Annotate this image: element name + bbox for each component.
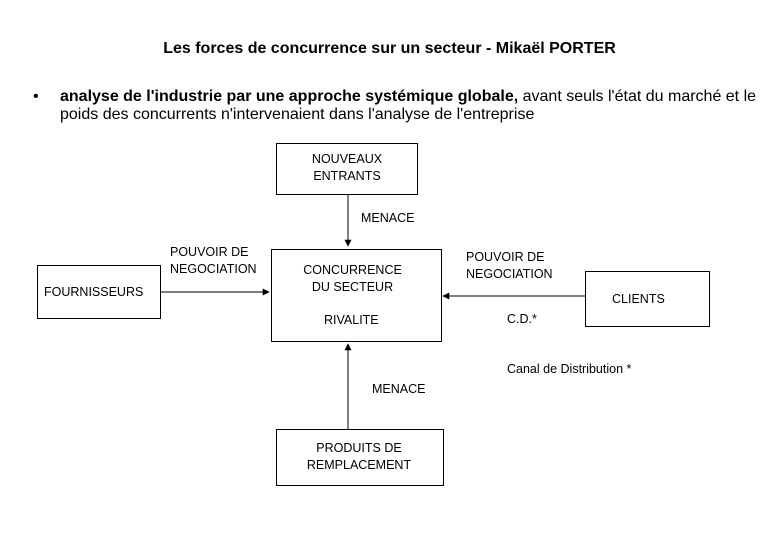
- node-nouveaux-entrants: [276, 143, 418, 195]
- pouvoir-left-line2: NEGOCIATION: [170, 262, 257, 276]
- menace-top-label: MENACE: [361, 211, 415, 225]
- pouvoir-right-line2: NEGOCIATION: [466, 267, 553, 281]
- nouveaux-line1: NOUVEAUX: [311, 152, 383, 166]
- node-fournisseurs: [37, 265, 161, 319]
- page-title: Les forces de concurrence sur un secteur - Mikaël PORTER: [163, 40, 616, 57]
- bullet-symbol: •: [33, 88, 39, 105]
- pouvoir-left-line1: POUVOIR DE: [170, 245, 249, 259]
- menace-bottom-label: MENACE: [372, 382, 426, 396]
- node-produits: [276, 429, 444, 486]
- node-clients: [585, 271, 710, 327]
- bullet-normal-text: avant seuls l'état du marché et le poids des concurrents n'intervenaient dans l'analyse de l'entreprise: [60, 88, 757, 123]
- fournisseurs-label: FOURNISSEURS: [44, 285, 144, 299]
- pouvoir-right-line1: POUVOIR DE: [466, 250, 545, 264]
- node-concurrence: [271, 249, 442, 342]
- concurrence-line1: CONCURRENCE: [303, 263, 402, 277]
- canal-distribution-note: Canal de Distribution *: [507, 362, 632, 376]
- bullet-bold-text: analyse de l'industrie par une approche systémique globale,: [60, 88, 519, 105]
- clients-label: CLIENTS: [612, 292, 665, 306]
- cd-label: C.D.*: [507, 312, 537, 326]
- concurrence-line2: DU SECTEUR: [311, 280, 394, 294]
- produits-line2: REMPLACEMENT: [306, 458, 412, 472]
- concurrence-line3: RIVALITE: [324, 313, 379, 327]
- nouveaux-line2: ENTRANTS: [313, 169, 381, 183]
- produits-line1: PRODUITS DE: [316, 441, 402, 455]
